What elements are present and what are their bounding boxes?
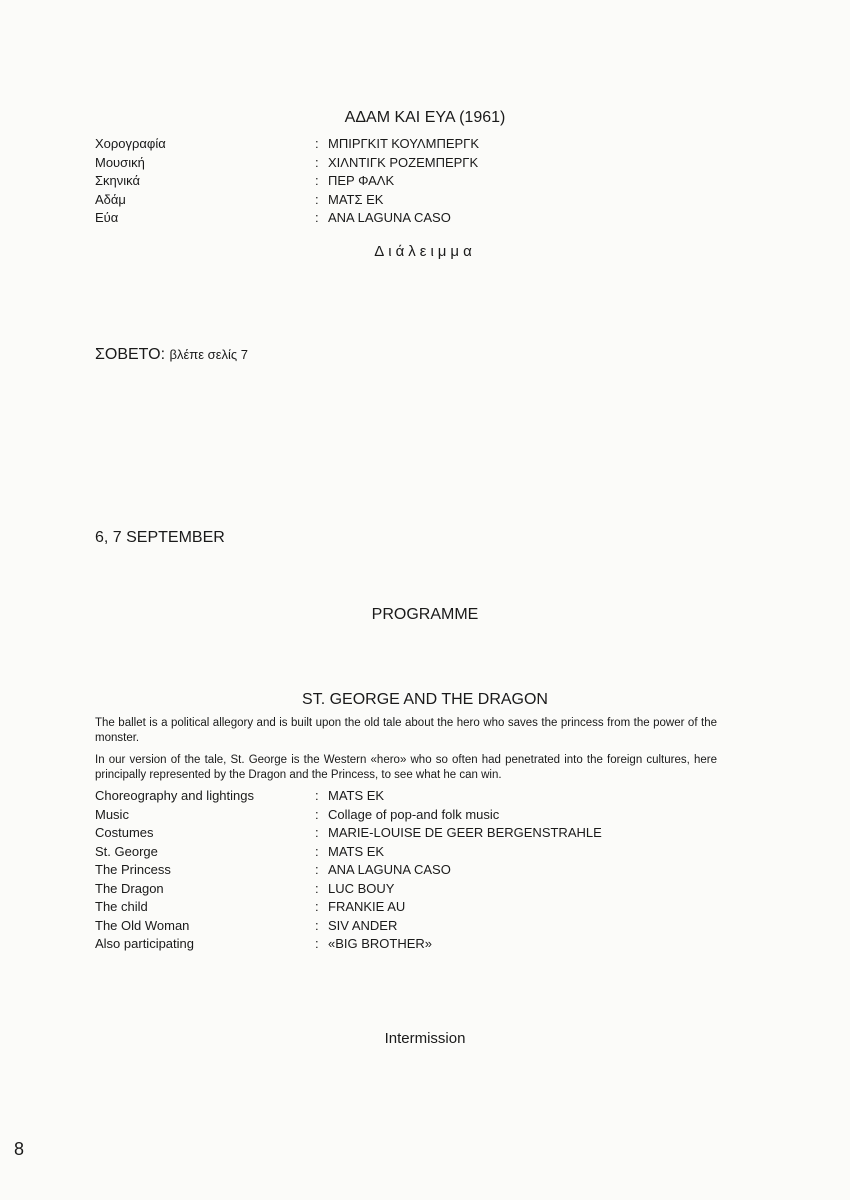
credit-role: Χορογραφία	[95, 136, 166, 151]
credit-separator: :	[315, 788, 319, 803]
credit-name: ΜΠΙΡΓΚΙΤ ΚΟΥΛΜΠΕΡΓΚ	[328, 136, 480, 151]
credit-name: ΜΑΤΣ ΕΚ	[328, 191, 384, 207]
credit-role: Music	[95, 806, 129, 822]
credit-name: MATS EK	[328, 843, 385, 859]
english-ballet-title: ST. GEORGE AND THE DRAGON	[302, 691, 548, 708]
credit-separator: :	[315, 917, 319, 933]
page-number: 8	[14, 1139, 25, 1159]
credit-name: ΧΙΛΝΤΙΓΚ ΡΟΖΕΜΠΕΡΓΚ	[328, 154, 479, 170]
greek-credits	[95, 135, 695, 228]
credit-separator: :	[315, 843, 319, 859]
greek-credit-row	[95, 172, 695, 191]
credit-role: The Princess	[95, 862, 171, 877]
credit-separator: :	[315, 880, 319, 896]
credit-name: SIV ANDER	[328, 917, 398, 933]
credit-role: Also participating	[95, 936, 194, 951]
programme-heading: PROGRAMME	[371, 606, 479, 623]
credit-name: ANA LAGUNA CASO	[328, 210, 451, 225]
synopsis-paragraph-1: The ballet is a political allegory and is built upon the old tale about the hero who saves the princess from the power of the monster.	[95, 717, 717, 744]
soweto-reference	[95, 346, 248, 364]
credit-name: LUC BOUY	[328, 880, 395, 896]
credit-role: Αδάμ	[95, 191, 126, 207]
english-credits	[95, 787, 745, 954]
credit-role: Μουσική	[95, 154, 145, 170]
credit-role: The Dragon	[95, 880, 164, 896]
credit-name: ΠΕΡ ΦΑΛΚ	[328, 173, 395, 188]
credit-separator: :	[315, 806, 319, 822]
credit-role: Choreography and lightings	[95, 788, 254, 803]
synopsis-paragraph-2: In our version of the tale, St. George is the Western «hero» who so often had penetrated into the foreign cultures, here principally represented by the Dragon and the Princess, to see what he can win.	[95, 754, 717, 781]
english-credit-row	[95, 787, 745, 806]
credit-separator: :	[315, 862, 319, 877]
credit-role: The Old Woman	[95, 917, 190, 933]
english-credit-row	[95, 917, 745, 936]
credit-separator: :	[315, 210, 319, 225]
credit-name: MARIE-LOUISE DE GEER BERGENSTRAHLE	[328, 825, 602, 840]
english-credit-row	[95, 935, 745, 954]
english-credit-row	[95, 880, 745, 899]
credit-name: ANA LAGUNA CASO	[328, 862, 451, 877]
credit-name: Collage of pop-and folk music	[328, 806, 500, 822]
credit-separator: :	[315, 154, 319, 170]
credit-separator: :	[315, 173, 319, 188]
soweto-note: βλέπε σελίς 7	[169, 347, 248, 362]
english-credit-row	[95, 861, 745, 880]
english-credit-row	[95, 806, 745, 825]
english-intermission: Intermission	[384, 1030, 466, 1047]
greek-credit-row	[95, 154, 695, 173]
greek-credit-row	[95, 209, 695, 228]
english-credit-row	[95, 898, 745, 917]
credit-separator: :	[315, 936, 319, 951]
credit-separator: :	[315, 191, 319, 207]
credit-name: «BIG BROTHER»	[328, 936, 433, 951]
credit-separator: :	[315, 136, 319, 151]
greek-ballet-title: ΑΔΑΜ ΚΑΙ ΕΥΑ (1961)	[344, 109, 506, 126]
english-credit-row	[95, 843, 745, 862]
credit-role: Σκηνικά	[95, 173, 141, 188]
credit-name: FRANKIE AU	[328, 899, 406, 914]
greek-credit-row	[95, 135, 695, 154]
credit-separator: :	[315, 825, 319, 840]
credit-role: Εύα	[95, 210, 119, 225]
credit-role: The child	[95, 899, 148, 914]
greek-intermission: Διάλειμμα	[374, 243, 476, 260]
english-credit-row	[95, 824, 745, 843]
greek-credit-row	[95, 191, 695, 210]
soweto-title: ΣΟΒΕΤΟ:	[95, 346, 166, 363]
credit-name: MATS EK	[328, 788, 385, 803]
credit-role: Costumes	[95, 825, 154, 840]
credit-separator: :	[315, 899, 319, 914]
credit-role: St. George	[95, 843, 158, 859]
performance-date: 6, 7 SEPTEMBER	[95, 529, 225, 546]
